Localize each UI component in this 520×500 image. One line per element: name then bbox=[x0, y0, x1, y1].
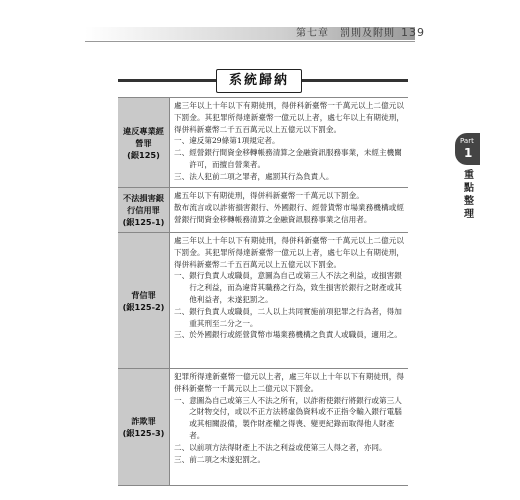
list-item bbox=[174, 329, 404, 341]
list-item bbox=[174, 442, 404, 454]
table-row bbox=[118, 98, 408, 188]
offense-name-cell bbox=[118, 369, 170, 485]
list-item bbox=[174, 135, 404, 147]
chapter-title: 第七章 罰則及附則 bbox=[296, 28, 395, 39]
list-item bbox=[174, 270, 404, 305]
item-number: 三、 bbox=[174, 171, 190, 181]
offense-article: (銀125-2) bbox=[122, 301, 165, 312]
section-title-box bbox=[216, 69, 302, 93]
part-number: 1 bbox=[464, 146, 473, 160]
offense-name-cell bbox=[118, 188, 170, 232]
item-text: 於外國銀行或經營貨幣市場業務機構之負責人或職員，適用之。 bbox=[189, 330, 402, 340]
offense-detail-cell bbox=[170, 188, 408, 232]
offense-name-cell bbox=[118, 233, 170, 368]
item-number: 一、 bbox=[174, 395, 190, 405]
section-title: 系統歸納 bbox=[228, 73, 289, 88]
list-item bbox=[174, 454, 404, 466]
list-item bbox=[174, 147, 404, 171]
item-text: 銀行負責人或職員，意圖為自己或第三人不法之利益，或損害銀行之利益，而為違背其職務之行為，致生損害於銀行之財產或其他利益者，未遂犯罰之。 bbox=[189, 271, 402, 304]
item-text: 法人犯前二項之罪者，處罰其行為負責人。 bbox=[189, 171, 334, 181]
list-item bbox=[174, 306, 404, 330]
item-number: 三、 bbox=[174, 454, 190, 464]
offense-article: (銀125-1) bbox=[122, 217, 165, 227]
item-number: 二、 bbox=[174, 148, 190, 158]
paragraph: 散布流言或以詐術損害銀行、外國銀行、經營貨幣市場業務機構或經營銀行間資金移轉帳務清算之金融資訊服務事業之信用者。 bbox=[174, 202, 404, 224]
item-text: 銀行負責人或職員，二人以上共同實施前項犯罪之行為者，得加重其刑至二分之一。 bbox=[189, 306, 402, 328]
header-divider bbox=[85, 41, 415, 42]
offense-detail-cell bbox=[170, 233, 408, 368]
table-row bbox=[118, 369, 408, 486]
part-tab bbox=[455, 133, 480, 165]
item-text: 違反第29條第1項規定者。 bbox=[189, 136, 280, 146]
page-number: 139 bbox=[401, 26, 425, 39]
item-text: 經營銀行間資金移轉帳務清算之金融資訊服務事業，未經主機關許可，而擅自營業者。 bbox=[189, 148, 402, 169]
item-number: 二、 bbox=[174, 306, 190, 316]
offense-article: (銀125) bbox=[127, 149, 160, 160]
table-row bbox=[118, 233, 408, 369]
paragraph: 處五年以下有期徒刑，得併科新臺幣一千萬元以下罰金。 bbox=[174, 191, 364, 200]
item-text: 以前項方法得財產上不法之利益或使第三人得之者，亦同。 bbox=[189, 442, 387, 452]
item-number: 一、 bbox=[174, 271, 190, 281]
offense-name-cell bbox=[118, 98, 170, 187]
running-header bbox=[296, 24, 425, 39]
item-number: 二、 bbox=[174, 442, 190, 452]
part-word: Part bbox=[460, 137, 474, 145]
paragraph: 犯罪所得達新臺幣一億元以上者，處三年以上十年以下有期徒刑，得併科新臺幣一千萬元以上二億元以下罰金。 bbox=[174, 372, 404, 393]
item-number: 三、 bbox=[174, 330, 190, 340]
item-text: 前二項之未遂犯罰之。 bbox=[189, 454, 266, 464]
offense-article: (銀125-3) bbox=[122, 428, 165, 438]
list-item bbox=[174, 395, 404, 442]
item-text: 意圖為自己或第三人不法之所有，以詐術使銀行將銀行或第三人之財物交付，或以不正方法將虛偽資料或不正指令輸入銀行電腦或其相關設備，製作財產權之得喪、變更紀錄而取得他人財產者。 bbox=[189, 395, 402, 440]
list-item bbox=[174, 171, 404, 183]
side-label: 重點整理 bbox=[464, 170, 474, 220]
offense-name: 背信罪 bbox=[131, 289, 156, 300]
offense-name: 不法損害銀行信用罪 bbox=[123, 193, 164, 215]
summary-table bbox=[118, 97, 408, 486]
offense-name: 詐欺罪 bbox=[131, 416, 156, 426]
offense-detail-cell bbox=[170, 98, 408, 187]
item-number: 一、 bbox=[174, 136, 190, 146]
paragraph: 處三年以上十年以下有期徒刑，得併科新臺幣一千萬元以上二億元以下罰金。其犯罪所得達新臺幣一億元以上者，處七年以上有期徒刑，得併科新臺幣二千五百萬元以上五億元以下罰金。 bbox=[174, 236, 404, 269]
paragraph: 處三年以上十年以下有期徒刑，得併科新臺幣一千萬元以上二億元以下罰金。其犯罪所得達新臺幣一億元以上者，處七年以上有期徒刑，得併科新臺幣二千五百萬元以上五億元以下罰金。 bbox=[174, 101, 404, 134]
offense-name: 違反專業經營罪 bbox=[123, 125, 164, 148]
table-row bbox=[118, 188, 408, 233]
offense-detail-cell bbox=[170, 369, 408, 485]
